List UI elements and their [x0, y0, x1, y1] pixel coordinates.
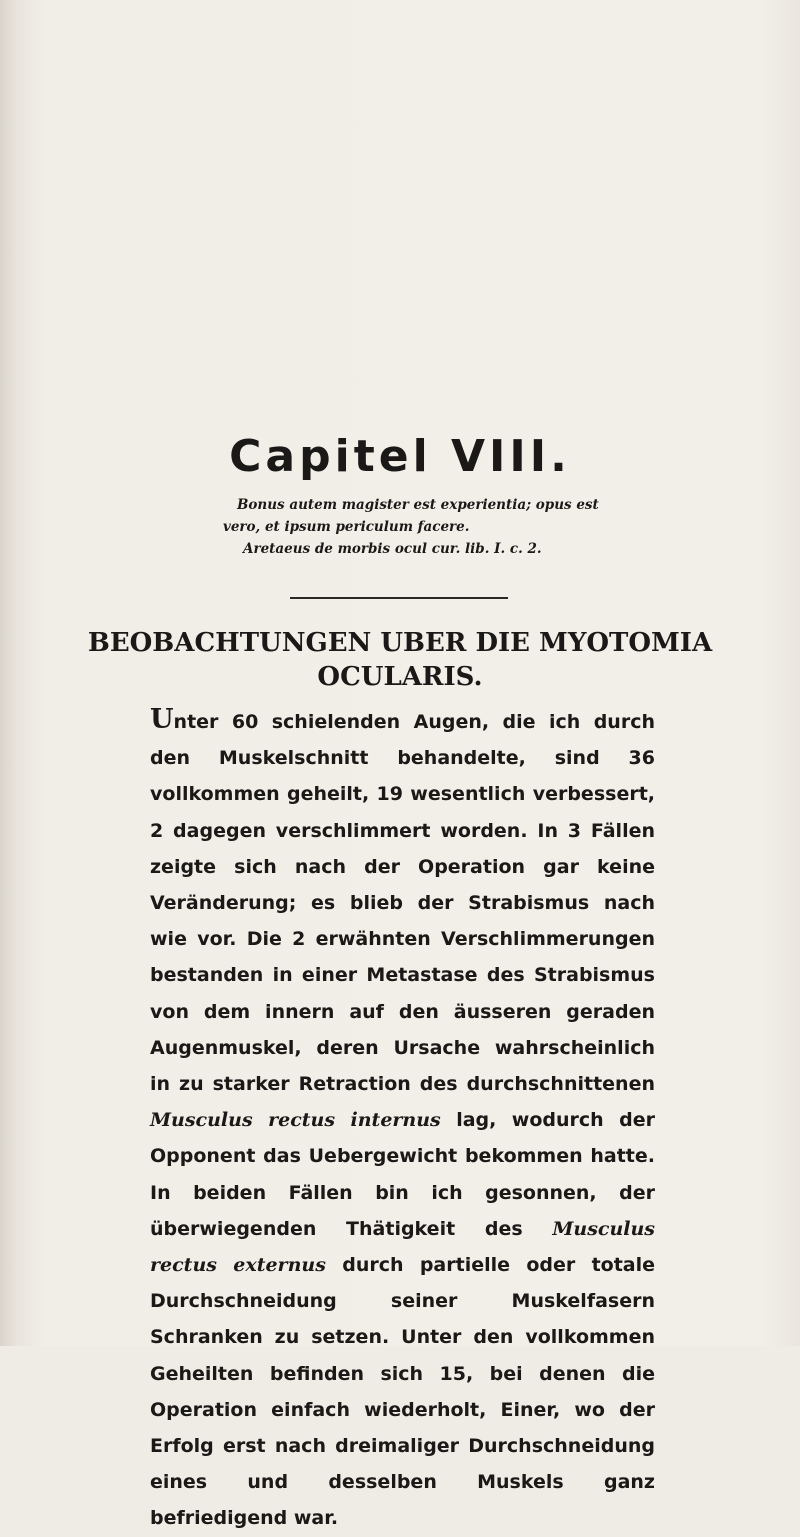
body-text-part-2: lag, wodurch der Opponent das Uebergewicht bekommen hatte. In beiden Fällen bin ich gesonnen, der überwiegenden Thätigkeit des [150, 1109, 655, 1240]
epigraph-source: Aretaeus de morbis ocul cur. lib. I. c. 2. [243, 541, 542, 557]
epigraph-line-2: vero, et ipsum periculum facere. [223, 519, 470, 535]
body-paragraph [150, 702, 655, 1537]
body-text-part-1: nter 60 schielenden Augen, die ich durch den Muskelschnitt behandelte, sind 36 vollkommen geheilt, 19 wesentlich verbessert, 2 dagegen verschlimmert worden. In 3 Fällen zeigte sich nach der Operation gar keine Veränderung; es blieb der Strabismus nach wie vor. Die 2 erwähnten Verschlimmerungen bestanden in einer Metastase des Strabismus von dem innern auf den äusseren geraden Augenmuskel, deren Ursache wahrscheinlich in zu starker Retraction des durchschnittenen [150, 711, 655, 1096]
section-divider [290, 597, 508, 599]
chapter-title: Capitel VIII. [229, 431, 571, 482]
body-text-part-3: durch partielle oder totale Durchschneidung seiner Muskelfasern Schranken zu setzen. Unter den vollkommen Geheilten befinden sich 15, bei denen die Operation einfach wiederholt, Einer, wo der Erfolg erst nach dreimaliger Durchschneidung eines und desselben Muskels ganz befriedigend war. [150, 1254, 656, 1530]
epigraph-line-1: Bonus autem magister est experientia; opus est [237, 497, 599, 513]
drop-cap: U [150, 704, 174, 735]
section-heading-line-2: OCULARIS. [317, 662, 483, 692]
section-heading-line-1: BEOBACHTUNGEN UBER DIE MYOTOMIA [87, 628, 713, 658]
italic-term-rectus-externus: Musculus rectus externus [150, 1217, 655, 1277]
section-heading [0, 626, 800, 694]
italic-term-rectus-internus: Musculus rectus internus [150, 1109, 441, 1132]
epigraph [223, 494, 657, 560]
